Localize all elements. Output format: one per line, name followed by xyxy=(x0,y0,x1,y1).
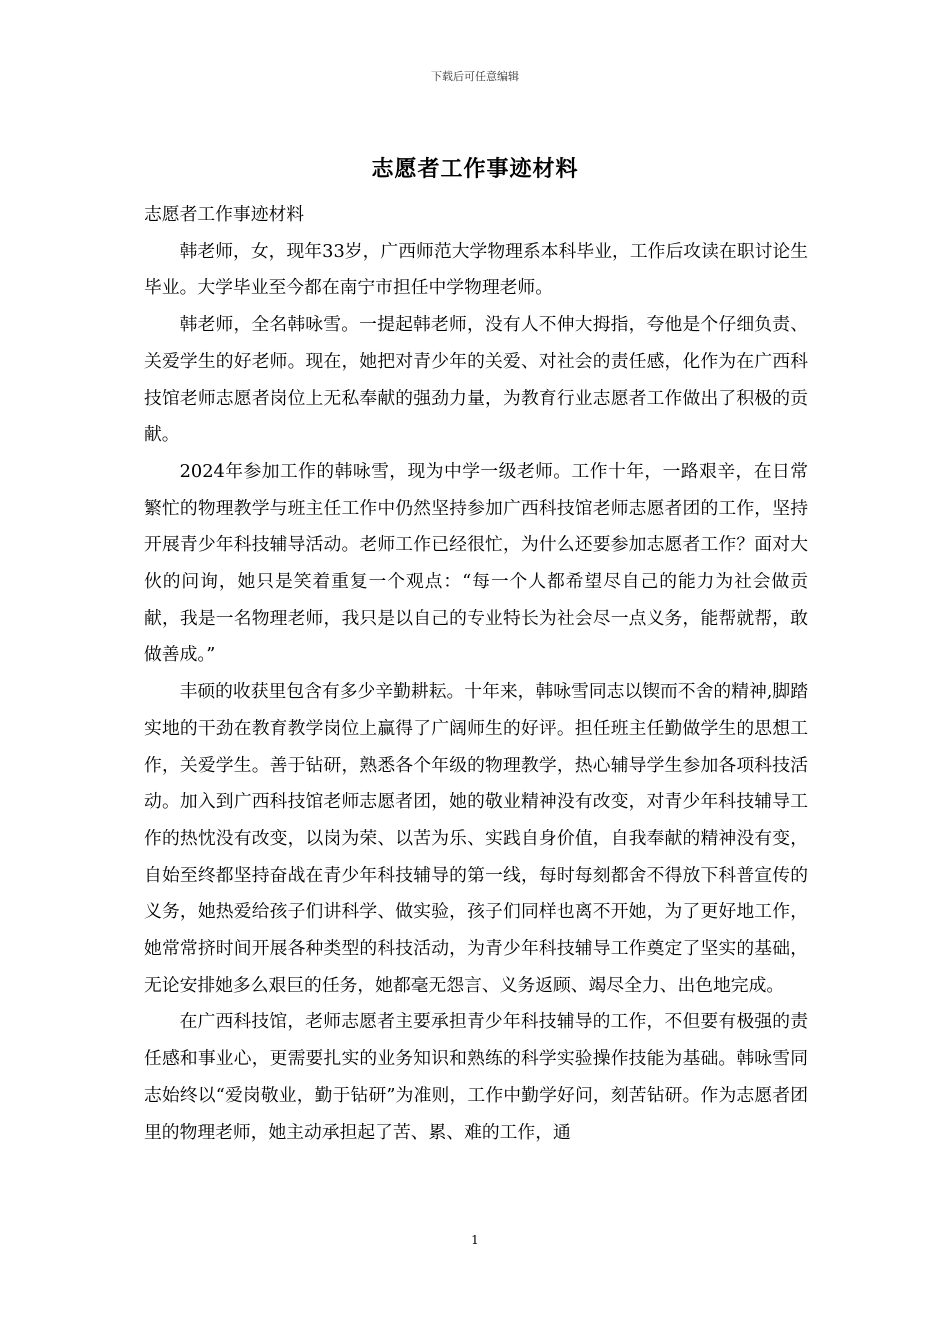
document-body xyxy=(144,197,808,1151)
paragraph-1: 韩老师，女，现年33岁，广西师范大学物理系本科毕业，工作后攻读在职讨论生毕业。大学毕业至今都在南宁市担任中学物理老师。 xyxy=(144,240,808,299)
page-header-note: 下载后可任意编辑 xyxy=(431,70,519,83)
paragraph-4: 丰硕的收获里包含有多少辛勤耕耘。十年来，韩咏雪同志以锲而不舍的精神,脚踏实地的干劲在教育教学岗位上赢得了广阔师生的好评。担任班主任勤做学生的思想工作，关爱学生。善于钻研，熟悉各个年级的物理教学，热心辅导学生参加各项科技活动。加入到广西科技馆老师志愿者团，她的敬业精神没有改变，对青少年科技辅导工作的热忱没有改变，以岗为荣、以苦为乐、实践自身价值，自我奉献的精神没有变，自始至终都坚持奋战在青少年科技辅导的第一线，每时每刻都舍不得放下科普宣传的义务，她热爱给孩子们讲科学、做实验，孩子们同样也离不开她，为了更好地工作，她常常挤时间开展各种类型的科技活动，为青少年科技辅导工作奠定了坚实的基础，无论安排她多么艰巨的任务，她都毫无怨言、义务返顾、竭尽全力、出色地完成。 xyxy=(144,681,808,996)
paragraph-2: 韩老师，全名韩咏雪。一提起韩老师，没有人不伸大拇指，夸他是个仔细负责、关爱学生的好老师。现在，她把对青少年的关爱、对社会的责任感，化作为在广西科技馆老师志愿者岗位上无私奉献的强劲力量，为教育行业志愿者工作做出了积极的贡献。 xyxy=(144,314,808,446)
page-number: 1 xyxy=(471,1233,479,1247)
document-subtitle: 志愿者工作事迹材料 xyxy=(144,204,305,225)
paragraph-5: 在广西科技馆，老师志愿者主要承担青少年科技辅导的工作，不但要有极强的责任感和事业心，更需要扎实的业务知识和熟练的科学实验操作技能为基础。韩咏雪同志始终以“爱岗敬业，勤于钻研”为准则，工作中勤学好问，刻苦钻研。作为志愿者团里的物理老师，她主动承担起了苦、累、难的工作，通 xyxy=(144,1011,808,1143)
paragraph-3: 2024年参加工作的韩咏雪，现为中学一级老师。工作十年，一路艰辛，在日常繁忙的物理教学与班主任工作中仍然坚持参加广西科技馆老师志愿者团的工作，坚持开展青少年科技辅导活动。老师工作已经很忙，为什么还要参加志愿者工作？面对大伙的问询，她只是笑着重复一个观点：“每一个人都希望尽自己的能力为社会做贡献，我是一名物理老师，我只是以自己的专业特长为社会尽一点义务，能帮就帮，敢做善成。” xyxy=(144,460,808,666)
document-title: 志愿者工作事迹材料 xyxy=(371,156,579,182)
